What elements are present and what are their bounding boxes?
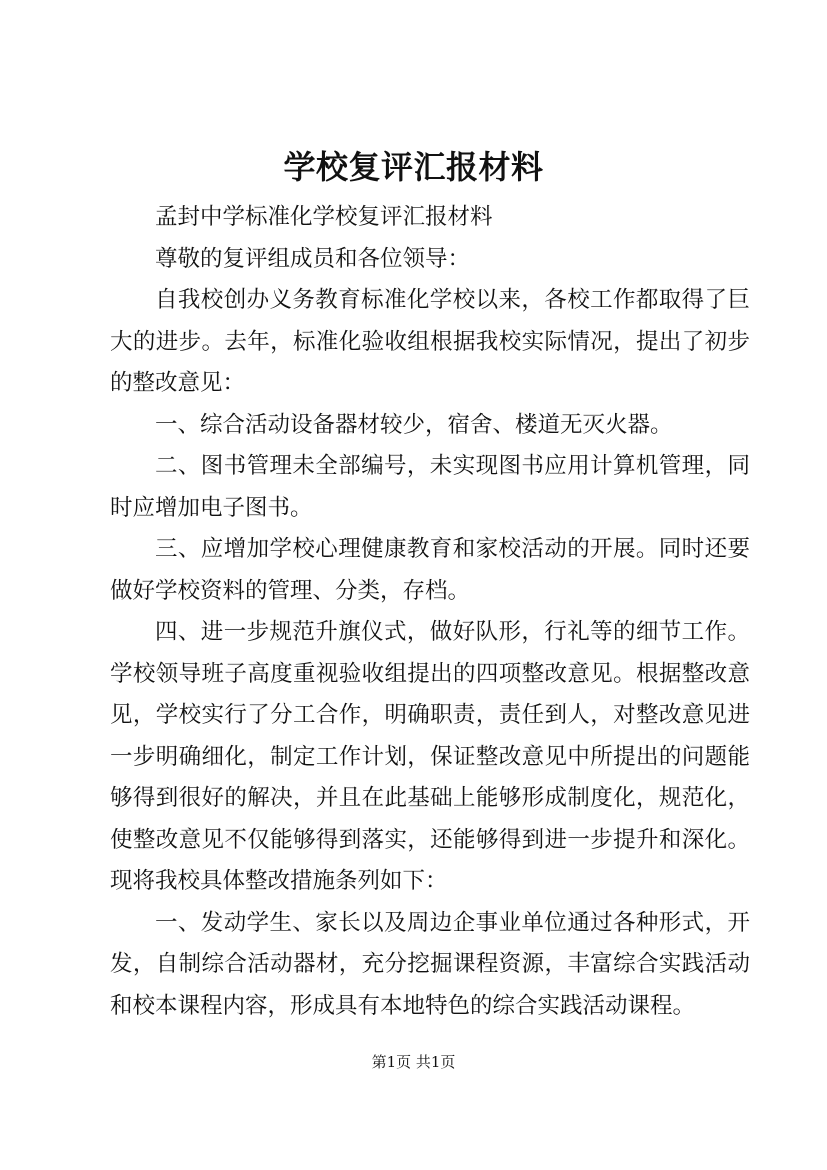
document-body <box>110 197 750 1027</box>
subtitle-paragraph: 孟封中学标准化学校复评汇报材料 <box>155 204 493 230</box>
opinion-3-paragraph: 三、应增加学校心理健康教育和家校活动的开展。同时还要做好学校资料的管理、分类，存档。 <box>110 536 750 604</box>
opinion-2-paragraph: 二、图书管理未全部编号，未实现图书应用计算机管理，同时应增加电子图书。 <box>110 453 750 521</box>
intro-paragraph: 自我校创办义务教育标准化学校以来，各校工作都取得了巨大的进步。去年，标准化验收组根据我校实际情况，提出了初步的整改意见： <box>110 287 750 396</box>
page-footer: 第1页 共1页 <box>371 1053 456 1071</box>
opinion-4-paragraph: 四、进一步规范升旗仪式，做好队形，行礼等的细节工作。学校领导班子高度重视验收组提出的四项整改意见。根据整改意见，学校实行了分工合作，明确职责，责任到人，对整改意见进一步明确细化，制定工作计划，保证整改意见中所提出的问题能够得到很好的解决，并且在此基础上能够形成制度化，规范化，使整改意见不仅能够得到落实，还能够得到进一步提升和深化。现将我校具体整改措施条列如下： <box>110 619 750 894</box>
salutation-paragraph: 尊敬的复评组成员和各位领导： <box>155 245 471 272</box>
document-title: 学校复评汇报材料 <box>283 148 544 186</box>
measure-1-paragraph: 一、发动学生、家长以及周边企事业单位通过各种形式，开发，自制综合活动器材，充分挖掘课程资源，丰富综合实践活动和校本课程内容，形成具有本地特色的综合实践活动课程。 <box>110 909 750 1019</box>
opinion-1-paragraph: 一、综合活动设备器材较少，宿舍、楼道无灭火器。 <box>155 411 673 438</box>
